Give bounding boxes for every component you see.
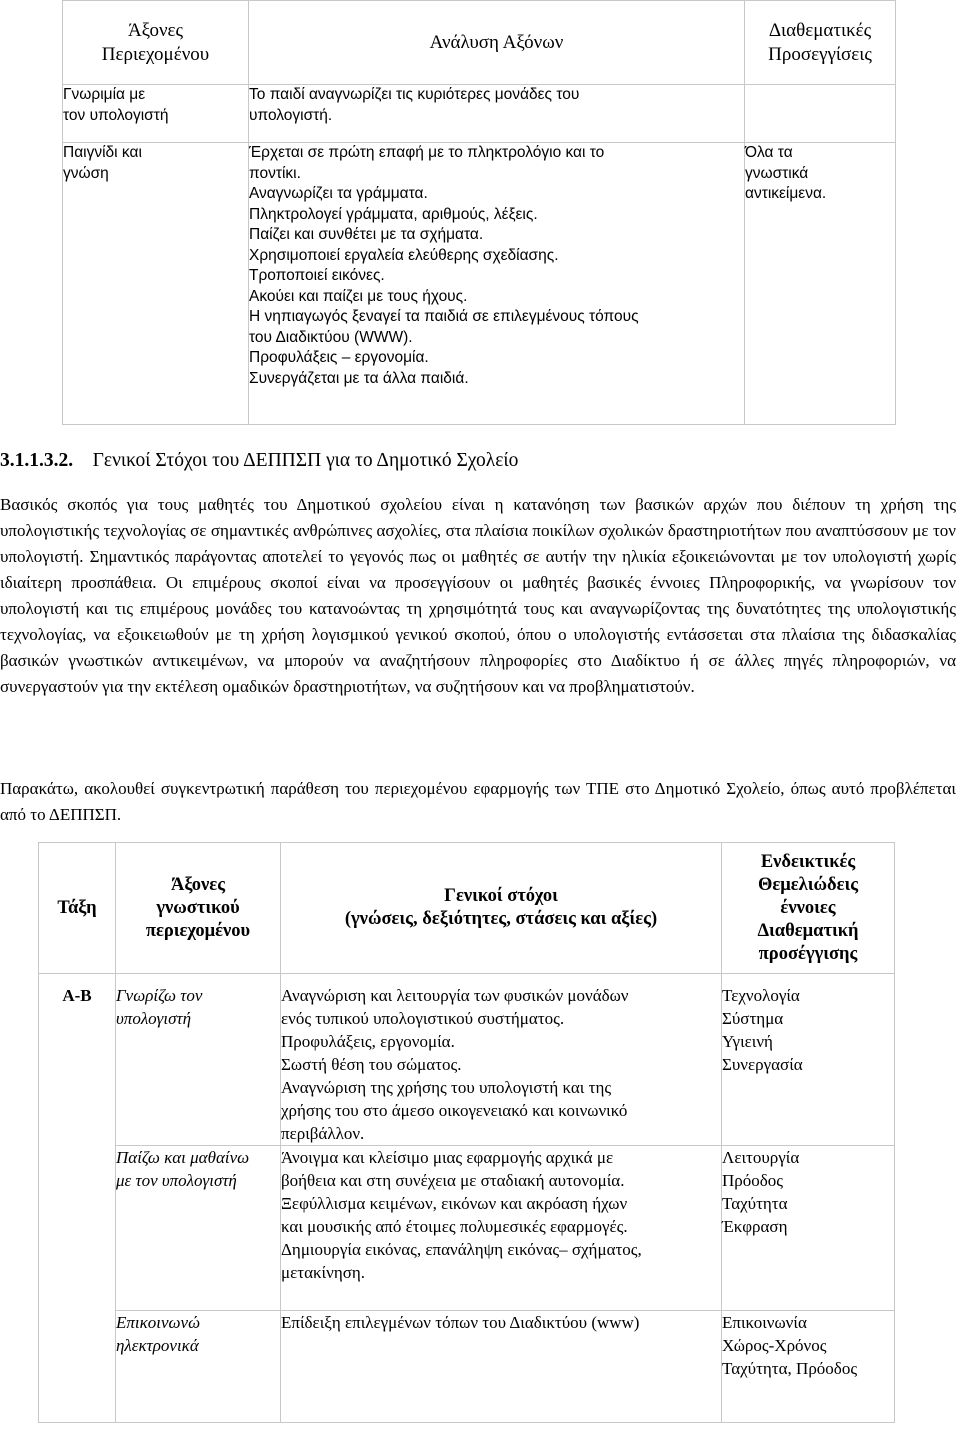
table-header-row — [63, 1, 896, 85]
axis-cell: Γνωρίζω τον υπολογιστή — [116, 974, 281, 1146]
content-axes-table — [62, 0, 896, 425]
table-row — [39, 974, 895, 1146]
curriculum-table — [38, 842, 895, 1423]
goals-cell: Επίδειξη επιλεγμένων τόπων του Διαδικτύου (www) — [281, 1311, 722, 1423]
axis-cell: Επικοινωνώ ηλεκτρονικά — [116, 1311, 281, 1423]
section-number: 3.1.1.3.2. — [0, 450, 74, 471]
analysis-cell: Έρχεται σε πρώτη επαφή με το πληκτρολόγιο και το ποντίκι. Αναγνωρίζει τα γράμματα. Πληκτρολογεί γράμματα, αριθμούς, λέξεις. Παίζει και συνθέτει με τα σχήματα. Χρησιμοποιεί εργαλεία ελεύθερης σχεδίασης. Τροποποιεί εικόνες. Ακούει και παίζει με τους ήχους. Η νηπιαγωγός ξεναγεί τα παιδιά σε επιλεγμένους τόπους του Διαδικτύου (WWW). Προφυλάξεις – εργονομία. Συνεργάζεται με τα άλλα παιδιά. — [249, 143, 745, 425]
paragraph-main: Βασικός σκοπός για τους μαθητές του Δημοτικού σχολείου είναι η κατανόηση των βασικών αρχών που διέπουν τη χρήση της υπολογιστικής τεχνολογίας σε σημαντικές ανθρώπινες ασχολίες, στα πλαίσια ποικίλων σχολικών δραστηριοτήτων που αναπτύσσουν με τον υπολογιστή. Σημαντικός παράγοντας αποτελεί το γεγονός πως οι μαθητές σε αυτήν την ηλικία εξοικειώνονται με τον υπολογιστή χωρίς ιδιαίτερη προσπάθεια. Οι επιμέρους σκοποί είναι να προσεγγίσουν οι μαθητές βασικές έννοιες Πληροφορικής, να γνωρίσουν τον υπολογιστή και τις επιμέρους μονάδες του κατανοώντας τη χρησιμότητά τους και αναγνωρίζοντας της δυνατότητες της υπολογιστικής τεχνολογίας, να εξοικειωθούν με τη χρήση λογισμικού γενικού σκοπού, όπου ο υπολογιστής εντάσσεται στα πλαίσια της διδασκαλίας βασικών γνωστικών αντικειμένων, να μπορούν να αναζητήσουν πληροφορίες στο Διαδίκτυο ή σε άλλες πηγές πληροφοριών, να συνεργαστούν για την εκτέλεση ομαδικών δραστηριοτήτων, να συζητήσουν και να προβληματιστούν. — [0, 495, 956, 696]
paragraph-intro-table: Παρακάτω, ακολουθεί συγκεντρωτική παράθεση του περιεχομένου εφαρμογής των ΤΠΕ στο Δημοτικό Σχολείο, όπως αυτό προβλέπεται από το ΔΕΠΠΣΠ. — [0, 779, 956, 824]
header-grade: Τάξη — [39, 843, 116, 974]
axis-cell: Γνωριμία με τον υπολογιστή — [63, 85, 249, 143]
header-content-axes: Άξονες Περιεχομένου — [63, 1, 249, 85]
concepts-cell: Επικοινωνία Χώρος-Χρόνος Ταχύτητα, Πρόοδος — [722, 1311, 895, 1423]
header-cross-thematic: Διαθεματικές Προσεγγίσεις — [745, 1, 896, 85]
analysis-cell: Το παιδί αναγνωρίζει τις κυριότερες μονάδες του υπολογιστή. — [249, 85, 745, 143]
concepts-cell: Τεχνολογία Σύστημα Υγιεινή Συνεργασία — [722, 974, 895, 1146]
header-concepts: Ενδεικτικές Θεμελιώδεις έννοιες Διαθεματική προσέγγισης — [722, 843, 895, 974]
table-row — [63, 85, 896, 143]
table-header-row — [39, 843, 895, 974]
header-axis-analysis: Ανάλυση Αξόνων — [249, 1, 745, 85]
table-row — [39, 1146, 895, 1311]
table-row — [39, 1311, 895, 1423]
header-goals: Γενικοί στόχοι (γνώσεις, δεξιότητες, στάσεις και αξίες) — [281, 843, 722, 974]
header-axes: Άξονες γνωστικού περιεχομένου — [116, 843, 281, 974]
section-heading — [0, 450, 518, 472]
approach-cell — [745, 85, 896, 143]
table-row — [63, 143, 896, 425]
grade-cell: Α-Β — [39, 974, 116, 1423]
axis-cell: Παίζω και μαθαίνω με τον υπολογιστή — [116, 1146, 281, 1311]
concepts-cell: Λειτουργία Πρόοδος Ταχύτητα Έκφραση — [722, 1146, 895, 1311]
goals-cell: Αναγνώριση και λειτουργία των φυσικών μονάδων ενός τυπικού υπολογιστικού συστήματος. Προφυλάξεις, εργονομία. Σωστή θέση του σώματος. Αναγνώριση της χρήσης του υπολογιστή και της χρήσης του στο άμεσο οικογενειακό και κοινωνικό περιβάλλον. — [281, 974, 722, 1146]
approach-cell: Όλα τα γνωστικά αντικείμενα. — [745, 143, 896, 425]
axis-cell: Παιγνίδι και γνώση — [63, 143, 249, 425]
section-title: Γενικοί Στόχοι του ΔΕΠΠΣΠ για το Δημοτικό Σχολείο — [92, 450, 519, 471]
goals-cell: Άνοιγμα και κλείσιμο μιας εφαρμογής αρχικά με βοήθεια και στη συνέχεια με σταδιακή αυτονομία. Ξεφύλλισμα κειμένων, εικόνων και ακρόαση ήχων και μουσικής από έτοιμες πολυμεσικές εφαρμογές. Δημιουργία εικόνας, επανάληψη εικόνας– σχήματος, μετακίνηση. — [281, 1146, 722, 1311]
